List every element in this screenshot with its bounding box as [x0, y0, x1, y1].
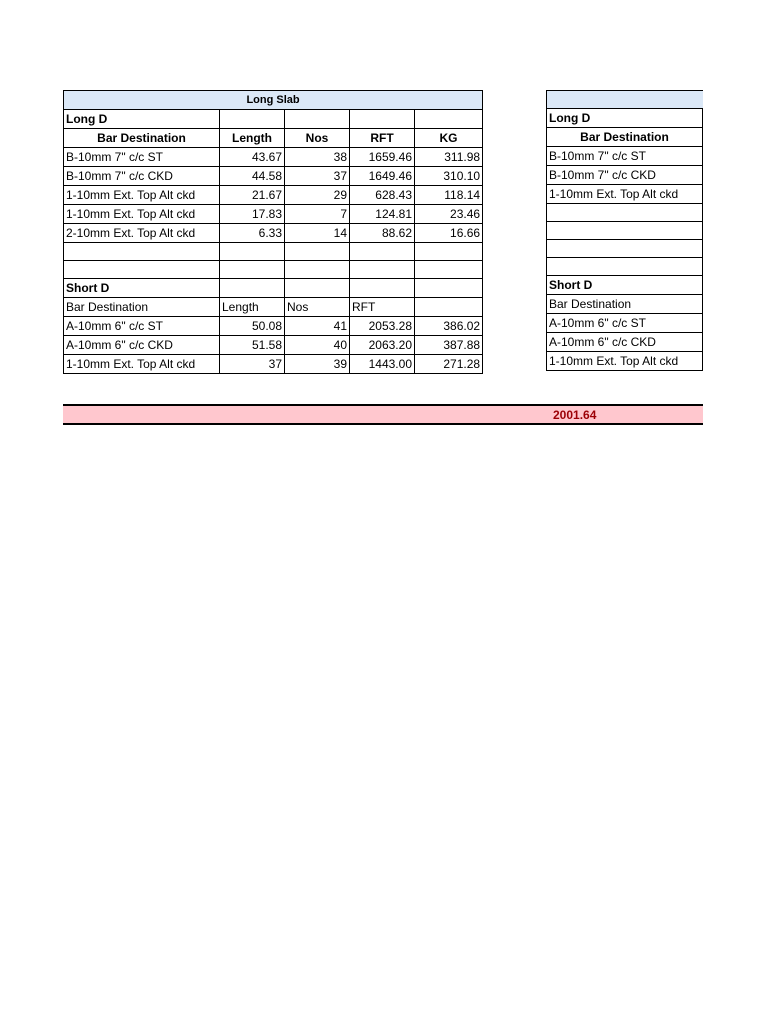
cell-rft[interactable]: 88.62	[350, 224, 415, 243]
section-label-short[interactable]: Short D	[64, 279, 220, 298]
cell-bar-destination[interactable]: A-10mm 6" c/c CKD	[64, 336, 220, 355]
short-header-length[interactable]: Length	[220, 298, 285, 317]
header-nos[interactable]: Nos	[285, 129, 350, 148]
cell-kg[interactable]: 16.66	[415, 224, 483, 243]
empty-cell[interactable]	[703, 295, 704, 314]
cell-bar-destination[interactable]: B-10mm 7" c/c ST	[64, 148, 220, 167]
table-row	[547, 147, 704, 166]
empty-row	[547, 204, 704, 222]
cell-bar-destination[interactable]: 1-10mm Ext. Top Alt ckd	[64, 355, 220, 374]
short-header-bar-destination[interactable]: Bar Destination	[547, 295, 703, 314]
cell-nos[interactable]: 29	[285, 186, 350, 205]
empty-cell[interactable]	[547, 204, 703, 222]
cell-bar-destination[interactable]: B-10mm 7" c/c CKD	[547, 166, 703, 185]
cell-length[interactable]: 43.67	[220, 148, 285, 167]
cell-length[interactable]: 6.33	[220, 224, 285, 243]
section-label-long[interactable]: Long D	[547, 109, 703, 128]
cell-bar-destination[interactable]: A-10mm 6" c/c ST	[64, 317, 220, 336]
section-label-short[interactable]: Short D	[547, 276, 703, 295]
cell-length[interactable]: 21.67	[220, 186, 285, 205]
empty-cell[interactable]	[703, 240, 704, 258]
cell-kg[interactable]: 387.88	[415, 336, 483, 355]
cell-bar-destination[interactable]: B-10mm 7" c/c ST	[547, 147, 703, 166]
cell-nos[interactable]: 14	[285, 224, 350, 243]
cell-nos[interactable]: 37	[285, 167, 350, 186]
cell-length[interactable]: 51.58	[220, 336, 285, 355]
header-rft[interactable]: RFT	[350, 129, 415, 148]
short-header-bar-destination[interactable]: Bar Destination	[64, 298, 220, 317]
cell-nos[interactable]: 39	[285, 355, 350, 374]
cell-bar-destination[interactable]: 2-10mm Ext. Top Alt ckd	[64, 224, 220, 243]
cell-length[interactable]: 17.83	[220, 205, 285, 224]
cell-length[interactable]: 44.58	[220, 167, 285, 186]
empty-cell[interactable]	[703, 109, 704, 128]
table-title[interactable]	[547, 91, 704, 109]
cell-rft[interactable]: 628.43	[350, 186, 415, 205]
short-header-nos[interactable]: Nos	[285, 298, 350, 317]
cell-rft[interactable]: 1659.46	[350, 148, 415, 167]
empty-cell[interactable]	[703, 258, 704, 276]
empty-cell[interactable]	[703, 276, 704, 295]
empty-cell[interactable]	[703, 204, 704, 222]
header-kg[interactable]: KG	[415, 129, 483, 148]
cell-rft[interactable]: 1443.00	[350, 355, 415, 374]
table-row	[547, 185, 704, 204]
empty-cell[interactable]	[703, 166, 704, 185]
empty-cell[interactable]	[547, 240, 703, 258]
cell-bar-destination[interactable]: 1-10mm Ext. Top Alt ckd	[547, 352, 703, 371]
cell-kg[interactable]: 271.28	[415, 355, 483, 374]
empty-cell[interactable]	[703, 128, 704, 147]
table-row	[547, 166, 704, 185]
header-bar-destination[interactable]: Bar Destination	[64, 129, 220, 148]
cell-bar-destination[interactable]: 1-10mm Ext. Top Alt ckd	[547, 185, 703, 204]
empty-cell[interactable]	[547, 258, 703, 276]
table-row	[547, 314, 704, 333]
empty-cell[interactable]	[703, 352, 704, 371]
section-label-long[interactable]: Long D	[64, 110, 220, 129]
cell-kg[interactable]: 310.10	[415, 167, 483, 186]
empty-cell[interactable]	[703, 147, 704, 166]
cell-kg[interactable]: 23.46	[415, 205, 483, 224]
empty-cell[interactable]	[703, 185, 704, 204]
table-title[interactable]: Long Slab	[64, 91, 483, 110]
header-bar-destination[interactable]: Bar Destination	[547, 128, 703, 147]
second-slab-table	[546, 90, 703, 371]
table-row	[547, 352, 704, 371]
cell-length[interactable]: 50.08	[220, 317, 285, 336]
section-row	[547, 109, 704, 128]
empty-cell[interactable]	[547, 222, 703, 240]
empty-cell[interactable]	[703, 222, 704, 240]
cell-rft[interactable]: 2053.28	[350, 317, 415, 336]
cell-bar-destination[interactable]: A-10mm 6" c/c ST	[547, 314, 703, 333]
cell-nos[interactable]: 7	[285, 205, 350, 224]
table-row	[547, 333, 704, 352]
header-row	[547, 295, 704, 314]
header-length[interactable]: Length	[220, 129, 285, 148]
cell-bar-destination[interactable]: 1-10mm Ext. Top Alt ckd	[64, 205, 220, 224]
cell-rft[interactable]: 124.81	[350, 205, 415, 224]
empty-cell[interactable]	[703, 333, 704, 352]
total-row[interactable]	[63, 404, 703, 425]
cell-nos[interactable]: 40	[285, 336, 350, 355]
cell-kg[interactable]: 311.98	[415, 148, 483, 167]
title-row	[547, 91, 704, 109]
cell-kg[interactable]: 118.14	[415, 186, 483, 205]
cell-rft[interactable]: 2063.20	[350, 336, 415, 355]
section-row	[547, 276, 704, 295]
cell-bar-destination[interactable]: B-10mm 7" c/c CKD	[64, 167, 220, 186]
empty-row	[547, 240, 704, 258]
cell-length[interactable]: 37	[220, 355, 285, 374]
empty-row	[547, 258, 704, 276]
cell-bar-destination[interactable]: 1-10mm Ext. Top Alt ckd	[64, 186, 220, 205]
empty-row	[547, 222, 704, 240]
total-value: 2001.64	[553, 408, 597, 422]
cell-kg[interactable]: 386.02	[415, 317, 483, 336]
header-row	[547, 128, 704, 147]
short-header-rft[interactable]: RFT	[350, 298, 415, 317]
empty-cell[interactable]	[703, 314, 704, 333]
cell-nos[interactable]: 41	[285, 317, 350, 336]
cell-rft[interactable]: 1649.46	[350, 167, 415, 186]
cell-bar-destination[interactable]: A-10mm 6" c/c CKD	[547, 333, 703, 352]
cell-nos[interactable]: 38	[285, 148, 350, 167]
